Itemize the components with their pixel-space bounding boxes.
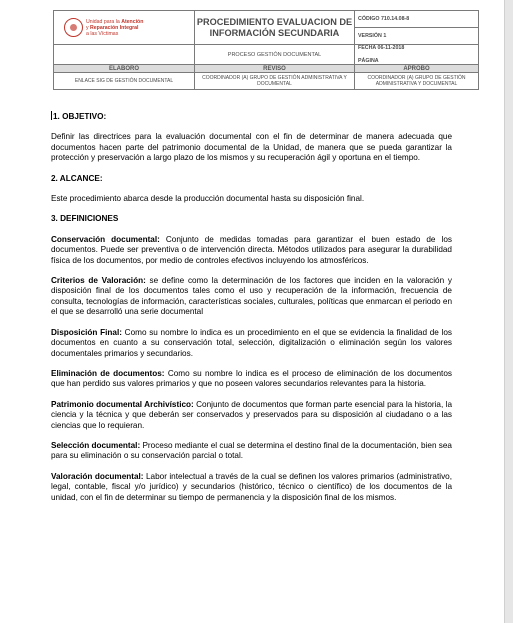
document-title: PROCEDIMIENTO EVALUACION DE INFORMACIÓN SECUNDARIA bbox=[195, 11, 355, 45]
aprobo-value: COORDINADOR (A) GRUPO DE GESTIÓN ADMINISTRATIVA Y DOCUMENTAL bbox=[355, 73, 479, 90]
definition-item: Valoración documental: Labor intelectual a través de la cual se definen los valores primarios (administrativo, legal, contable, fiscal y/o jurídico) y secundarios (histórico, técnico o científico) de los documentos de la unidad, con el fin de determinar su tiempo de permanencia y la disposición final de los mismos. bbox=[51, 471, 452, 502]
logo-cell bbox=[54, 11, 195, 45]
definition-item: Conservación documental: Conjunto de medidas tomadas para garantizar el buen estado de los documentos. Puede ser preventiva o de intervención directa. Métodos utilizados para asegurar la durabilidad física de los documentos, por medio de controles efectivos incluyendo los atmosféricos. bbox=[51, 234, 452, 265]
definition-item: Eliminación de documentos: Como su nombre lo indica es el proceso de eliminación de los documentos que han perdido sus valores primarios y que no poseen valores secundarios relevantes para la historia. bbox=[51, 368, 452, 389]
definiciones-heading: 3. DEFINICIONES bbox=[51, 214, 119, 224]
unidad-victimas-logo bbox=[64, 18, 194, 37]
reviso-header: REVISO bbox=[195, 65, 355, 73]
document-version: VERSIÓN 1 bbox=[355, 28, 479, 45]
definition-item: Disposición Final: Como su nombre lo indica es un procedimiento en el que se evidencia la finalidad de los documentos en cuanto a su conservación total, selección, digitalización o eliminación según los valores documentales primarios y secundarios. bbox=[51, 327, 452, 358]
definition-item: Criterios de Valoración: se define como la determinación de los factores que inciden en la valoración y disposición final de los documentos tales como el uso y recuperación de la información, frecuencia de consulta, tecnologías de información, características sociales, culturales, políticas que enmarcan el periodo en el que se desarrolló una serie documental bbox=[51, 276, 452, 317]
reviso-value: COORDINADOR (A) GRUPO DE GESTIÓN ADMINISTRATIVA Y DOCUMENTAL bbox=[195, 73, 355, 90]
document-code: CÓDIGO 710.14.08-8 bbox=[355, 11, 479, 28]
objetivo-heading: 1. OBJETIVO: bbox=[53, 112, 107, 121]
colombia-seal-icon bbox=[64, 18, 83, 37]
vertical-scrollbar[interactable] bbox=[504, 0, 513, 623]
aprobo-header: APROBO bbox=[355, 65, 479, 73]
definition-item: Selección documental: Proceso mediante el cual se determina el destino final de la documentación, bien sea para su eliminación o su conservación parcial o total. bbox=[51, 440, 452, 461]
alcance-paragraph: Este procedimiento abarca desde la producción documental hasta su disposición final. bbox=[51, 194, 365, 204]
document-body[interactable] bbox=[51, 111, 452, 503]
logo-text: Unidad para la Atención y Reparación Integral a las Víctimas bbox=[86, 18, 144, 37]
alcance-heading: 2. ALCANCE: bbox=[51, 173, 103, 183]
document-header-table bbox=[53, 10, 479, 90]
elaboro-header: ELABORO bbox=[54, 65, 195, 73]
elaboro-value: ENLACE SIG DE GESTIÓN DOCUMENTAL bbox=[54, 73, 195, 90]
text-cursor bbox=[51, 111, 52, 120]
objetivo-paragraph: Definir las directrices para la evaluación documental con el fin de determinar de manera adecuada que documentos hacen parte del patrimonio documental de la Unidad, de manera que se pueda garantizar la protección y preservación a largo plazo de los mismos y su recuperación ágil y oportuna en el tiempo. bbox=[51, 132, 452, 163]
document-date-page: FECHA 06-11-2018 PÁGINA bbox=[355, 45, 479, 65]
definition-item: Patrimonio documental Archivístico: Conjunto de documentos que forman parte esencial para la historia, la ciencia y la técnica y que deberán ser conservados y preservados para su disposición al ciudadano o a las ciencias que lo requieran. bbox=[51, 399, 452, 430]
process-name: PROCESO GESTIÓN DOCUMENTAL bbox=[195, 45, 355, 65]
